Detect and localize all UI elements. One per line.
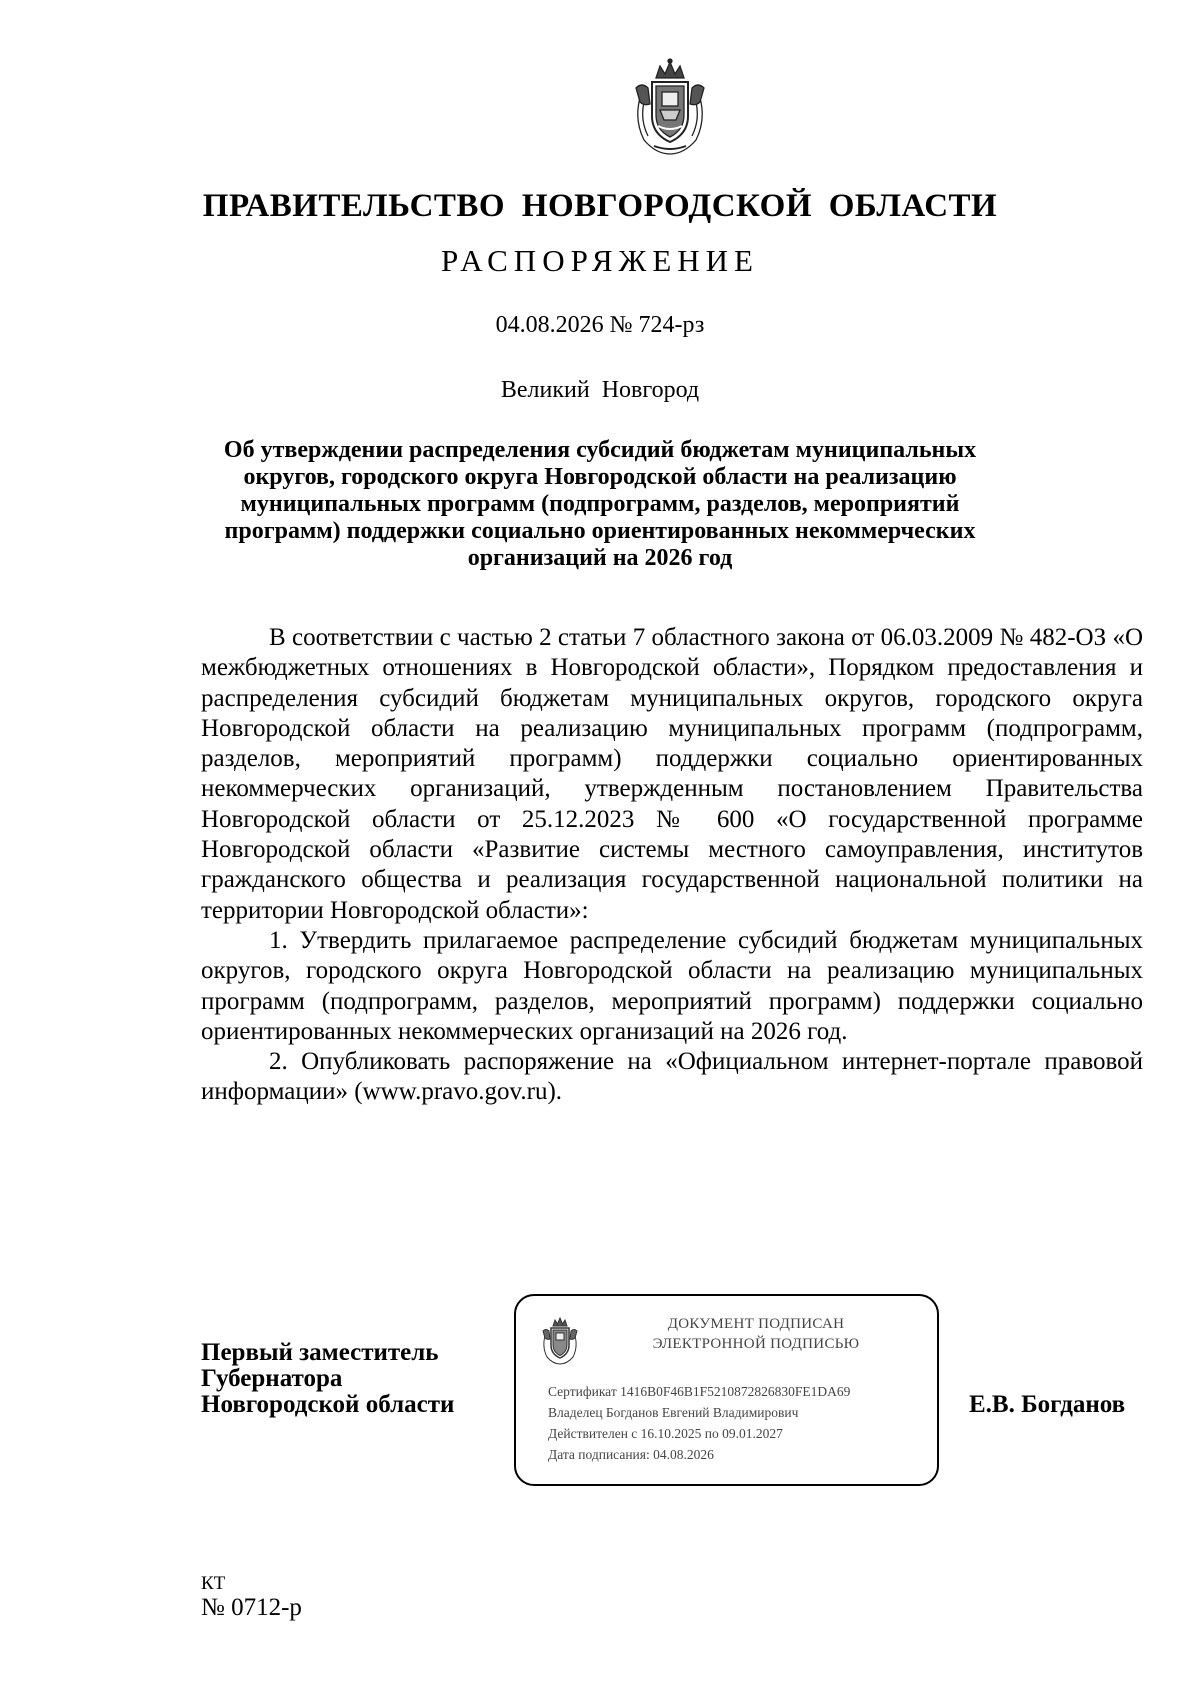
stamp-owner: Владелец Богданов Евгений Владимирович [548,1405,799,1420]
signer-title [201,1340,454,1418]
coat-of-arms-icon [540,1316,580,1366]
signer-name: Е.В. Богданов [969,1391,1126,1418]
document-subject: Об утверждении распределения субсидий бюджетам муниципальных округов, городского округа Новгородской области на реализацию муниципальных программ (подпрограмм, разделов, мероприятий программ) поддержки социально ориентированных некоммерческих организаций на 2026 год [223,437,977,571]
stamp-signed-date: Дата подписания: 04.08.2026 [548,1447,714,1462]
document-body [201,623,1143,1108]
footer-code [201,1572,302,1620]
stamp-certificate: Сертификат 1416B0F46B1F5210872826830FE1DA69 [548,1384,851,1399]
coat-of-arms-icon [630,58,710,158]
body-paragraph: 2. Опубликовать распоряжение на «Официальном интернет-портале правовой информации» (www.pravo.gov.ru). [201,1048,1143,1106]
stamp-validity: Действителен с 16.10.2025 по 09.01.2027 [548,1426,783,1441]
body-paragraph: 1. Утвердить прилагаемое распределение субсидий бюджетам муниципальных округов, городского округа Новгородской области на реализацию муниципальных программ (подпрограмм, разделов, мероприятий программ) поддержки социально ориентированных некоммерческих организаций на 2026 год. [201,926,1143,1045]
electronic-signature-stamp [514,1294,939,1486]
stamp-details [548,1381,850,1465]
body-paragraph: В соответствии с частью 2 статьи 7 областного закона от 06.03.2009 № 482-ОЗ «О межбюджетных отношениях в Новгородской области», Порядком предоставления и распределения субсидий бюджетам муниципальных округов, городского округа Новгородской области на реализацию муниципальных программ (подпрограмм, разделов, мероприятий программ) поддержки социально ориентированных некоммерческих организаций, утвержденным постановлением Правительства Новгородской области от 25.12.2023 № 600 «О государственной программе Новгородской области «Развитие системы местного самоуправления, институтов гражданского общества и реализация государственной национальной политики на территории Новгородской области»: [201,624,1143,924]
stamp-heading-line: ДОКУМЕНТ ПОДПИСАН [667,1316,845,1332]
doc-type: РАСПОРЯЖЕНИЕ [441,243,759,278]
stamp-heading [591,1314,921,1354]
stamp-heading-line: ЭЛЕКТРОННОЙ ПОДПИСЬЮ [652,1336,860,1352]
footer-initials: КТ [201,1573,226,1594]
signer-title-line: Новгородской области [201,1391,455,1418]
doc-number: 04.08.2026 № 724-рз [495,312,705,338]
footer-doc-code: № 0712-р [201,1594,302,1621]
org-title: ПРАВИТЕЛЬСТВО НОВГОРОДСКОЙ ОБЛАСТИ [202,188,998,224]
signer-title-line: Первый заместитель [201,1339,439,1366]
city: Великий Новгород [500,377,700,403]
signer-title-line: Губернатора [201,1365,343,1392]
